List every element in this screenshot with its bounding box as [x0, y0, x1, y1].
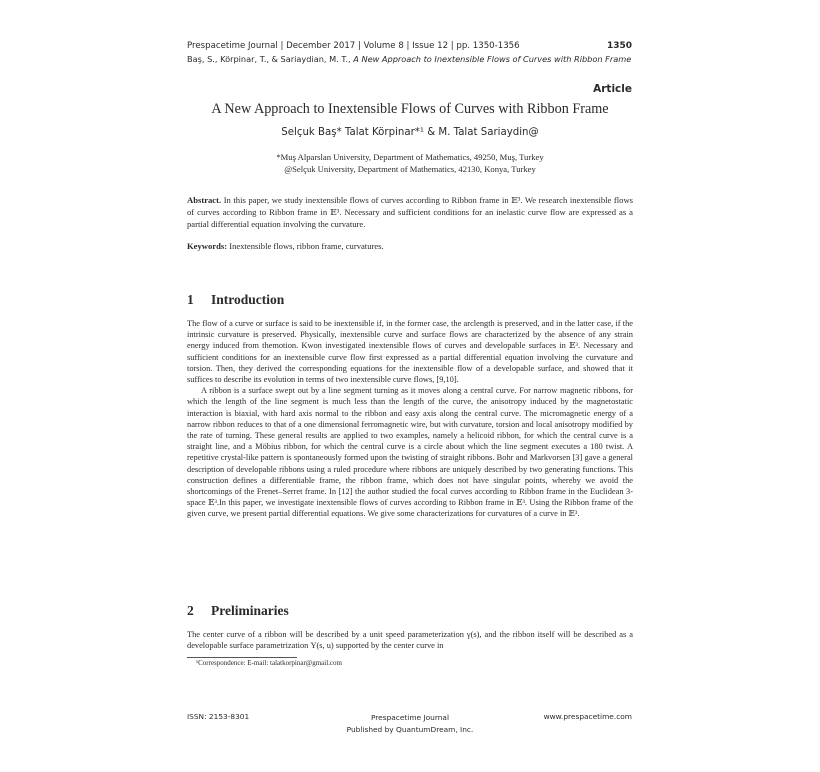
keywords-text: Inextensible flows, ribbon frame, curvatures.	[229, 241, 384, 251]
footer-center	[300, 712, 520, 735]
affiliations	[187, 151, 633, 175]
section-number: 2	[187, 603, 194, 618]
abstract	[187, 194, 633, 231]
abstract-label: Abstract.	[187, 195, 222, 205]
paper-authors: Selçuk Baş* Talat Körpinar*¹ & M. Talat Sariaydin@	[281, 127, 539, 138]
paragraph: The center curve of a ribbon will be described by a unit speed parameterization γ(s), and the ribbon itself will be described as a developable surface parametrization Υ(s, u) supported by the center curve in	[187, 630, 633, 651]
section-heading-introduction	[187, 292, 284, 308]
running-header-title: A New Approach to Inextensible Flows of Curves with Ribbon Frame	[353, 54, 632, 64]
footnote: ¹Correspondence: E-mail: talatkorpinar@gmail.com	[196, 659, 342, 667]
footer-publisher: Published by QuantumDream, Inc.	[346, 724, 474, 734]
footer-journal: Prespacetime Journal	[370, 713, 450, 722]
page-number: 1350	[606, 41, 632, 51]
running-header	[187, 54, 631, 64]
section-title: Introduction	[211, 292, 285, 307]
journal-header: Prespacetime Journal | December 2017 | Volume 8 | Issue 12 | pp. 1350-1356	[187, 41, 520, 51]
keywords	[187, 241, 633, 251]
affiliation-2: @Selçuk University, Department of Mathematics, 42130, Konya, Turkey	[284, 164, 536, 174]
section-title: Preliminaries	[211, 603, 289, 618]
paragraph: The flow of a curve or surface is said to be inextensible if, in the former case, the arclength is preserved, and in the latter case, if the intrinsic curvature is preserved. Physically, inextensible curve and surface flows are characterized by the absence of any strain energy induced from themotion. Kwon investigated inextensible flows of curves and developable surfaces in 𝔼³. Necessary and sufficient conditions for an inextensible curve flow first expressed as a partial differential equation involving the curvature and torsion. Then, they derived the corresponding equations for the inextensible flow of a developable surface, and showed that it suffices to describe its evolution in terms of two inextensible curve flows, [9,10].	[187, 319, 633, 385]
affiliation-1: *Muş Alparslan University, Department of Mathematics, 49250, Muş, Turkey	[276, 152, 544, 162]
footer-issn: ISSN: 2153-8301	[187, 712, 250, 721]
introduction-body	[187, 318, 633, 520]
abstract-text: In this paper, we study inextensible flows of curves according to Ribbon frame in 𝔼³. We research inextensible flows of curves according to Ribbon frame in 𝔼³. Necessary and sufficient conditions for an inelastic curve flow are expressed as a partial differential equation involving the curvature.	[187, 195, 633, 230]
footer-website: www.prespacetime.com	[543, 712, 632, 721]
section-number: 1	[187, 292, 194, 307]
keywords-label: Keywords:	[187, 241, 228, 251]
footnote-divider	[187, 657, 297, 658]
preliminaries-body	[187, 629, 633, 651]
paper-title: A New Approach to Inextensible Flows of Curves with Ribbon Frame	[211, 101, 609, 117]
article-type-label: Article	[593, 83, 632, 95]
running-header-authors: Baş, S., Körpinar, T., & Sariaydian, M. T.,	[187, 54, 354, 64]
paragraph: A ribbon is a surface swept out by a line segment turning as it moves along a central curve. For narrow magnetic ribbons, for which the length of the line segment is much less than the length of the curve, the anisotropy induced by the magnetostatic interaction is biaxial, with hard axis normal to the ribbon and easy axis along the central curve. The micromagnetic energy of a narrow ribbon reduces to that of a one dimensional ferromagnetic wire, but with curvature, torsion and local anisotropy modified by the rate of turning. These general results are applied to two examples, namely a helicoid ribbon, for which the central curve is a straight line, and a Möbius ribbon, for which the central curve is a circle about which the line segment executes a 180 twist. A repetitive crystal-like pattern is spontaneously formed upon the twisting of straight ribbons. Bohr and Markvorsen [3] gave a general description of developable ribbons using a ruled procedure where ribbons are uniquely described by two generating functions. This construction defines a differentiable frame, the ribbon frame, which does not have singular points, whereby we avoid the shortcomings of the Frenet–Serret frame. In [12] the author studied the focal curves according to Ribbon frame in the Euclidean 3-space 𝔼³.In this paper, we investigate inextensible flows of curves according to Ribbon frame in 𝔼³. Using the Ribbon frame of the given curve, we present partial differential equations. We give some characterizations for curvatures of a curve in 𝔼³.	[187, 386, 633, 519]
section-heading-preliminaries	[187, 603, 289, 619]
